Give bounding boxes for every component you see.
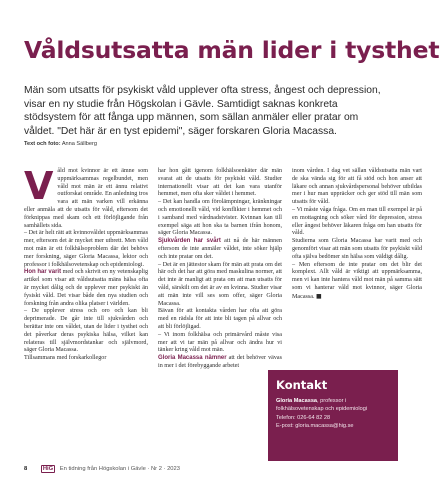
paragraph: Studierna som Gloria Macassa har varit med och genomfört visar att män som utsatts för psykiskt våld ofta själva bedömer sin hälsa som väldigt dålig. (292, 238, 422, 260)
column-3 (292, 168, 422, 302)
contact-name-line (276, 397, 394, 405)
lead-line: visar en ny studie från Högskolan i Gävle. Samtidigt saknas konkreta (24, 98, 338, 110)
column-1 (24, 164, 148, 363)
paragraph-text: – Men eftersom de inte pratar om det blir det komplext. Allt våld är viktigt att uppmärksamma, men vi kan inte hantera våld mot män på samma sätt som vi hanterar våld mot kvinnor, säger Gloria Macassa. (292, 261, 422, 300)
subheading: Hon har varit (24, 269, 62, 276)
paragraph-text: med och skrivit en ny vetenskaplig artikel som visar att våldsutsatta mäns hälsa ofta är mycket dålig och de upplever mer psykiskt än fysiskt våld. Det visar både den nya studien och forskning från andra olika platser i världen. (24, 269, 148, 307)
paragraph: inom vården. I dag vet sällan våldsutsatta män vart de ska vända sig för att få stöd och hon anser att läkare och annan sjukvårdspersonal behöver utbildas mer i hur man uppräcker och ger stöd till män som utsatts för våld. (292, 168, 422, 206)
subheading: Sjukvården har svårt (158, 238, 221, 245)
drop-cap: V (24, 164, 54, 208)
paragraph: – Det kan handla om förolämpningar, kränkningar och emotionellt våld, vid konflikter i hemmet och i samband med vårdnadstvister. Kvinnan kan till exempel säga att hon ska ta barnen ifrån honom, säger Gloria Macassa. (158, 199, 282, 237)
page-footer (24, 466, 180, 472)
footer-text: En tidning från Högskolan i Gävle · Nr 2 · 2023 (59, 466, 180, 472)
byline (24, 141, 97, 147)
contact-email[interactable]: E-post: gloria.macassa@hig.se (276, 423, 354, 430)
paragraph: Bävan för att kontakta vården har ofta att göra med en rädsla för att inte bli tagen på allvar och att bli förlöjligad. (158, 308, 282, 330)
contact-dept: folkhälsovetenskap och epidemiologi (276, 406, 368, 413)
end-mark-icon: ■ (316, 292, 322, 300)
paragraph-text: att det behöver vävas in mer i det förebyggande arbetet (158, 355, 282, 369)
lead-line: våldet. "Det här är en tyst epidemi", säger forskaren Gloria Macassa. (24, 125, 337, 137)
paragraph: – Vi inom folkhälsa och primärvård måste visa mer att vi tar män på allvar och ändra hur vi tänker kring våld mot män. (158, 331, 282, 354)
paragraph (24, 269, 148, 308)
contact-details (276, 397, 394, 431)
paragraph (158, 355, 282, 371)
hig-logo: HiG (42, 466, 54, 472)
contact-box (268, 370, 398, 461)
lead-line: Män som utsatts för psykiskt våld upplever ofta stress, ångest och depression, (24, 85, 381, 96)
byline-name: Anna Sällberg (61, 141, 97, 147)
contact-role: , professor i (317, 398, 347, 404)
paragraph-text: att nå de här männen eftersom de inte anmäler våldet, inte söker hjälp och inte pratar om det. (158, 238, 282, 260)
paragraph: – Vi måste våga fråga. Om en man till exempel är på en mottagning och söker vård för depression, stress eller ångest behöver läkaren fråga om han utsatts för våld. (292, 206, 422, 237)
article-lead (24, 84, 424, 138)
paragraph: Tillsammans med forskarkollegor (24, 355, 107, 362)
paragraph (158, 238, 282, 261)
byline-label: Text och foto: (24, 141, 61, 147)
paragraph: – Det är helt rätt att kvinnovåldet uppmärksammas mer, eftersom det är mycket mer utbrett. Men våld mot män är ett folkhälsoproblem där det behövs mer forskning, säger Gloria Macassa, lektor och professor i folkhälsovetenskap och epidemiologi. (24, 230, 148, 268)
lead-line: stödsystem för att fånga upp männen, som sällan anmäler eller pratar om (24, 112, 359, 124)
paragraph: åld mot kvinnor är ett ämne som uppmärksammas regelbundet, men våld mot män är ett ännu relativt outforskat område. En anledning tros vara att män varken vill erkänna eller anmäla att de utsatts för våld, eftersom det förknippas med skam och ett förlöjligande från samhällets sida. (24, 168, 148, 229)
page-number: 8 (24, 466, 28, 472)
paragraph: – De upplever stress och oro och kan bli deprimerade. De går inte till sjukvården och berättar inte om våldet, utan de lider i tysthet och det påverkar deras psykiska hälsa, vilket kan relateras till självmordstankar och självmord, säger Gloria Macassa. (24, 308, 148, 354)
paragraph: – Det är en jättestor skam för män att prata om det här och det har att göra med maskulina normer, att det inte är manligt att prata om att man utsatts för våld, särskilt om det är av en kvinna. Studier visar att män inte vill ses som offer, säger Gloria Macassa. (158, 261, 282, 307)
paragraph (292, 262, 422, 302)
contact-name: Gloria Macassa (276, 398, 318, 404)
subheading: Gloria Macassa nämner (158, 355, 227, 362)
contact-phone[interactable]: Telefon: 026-64 82 28 (276, 414, 331, 421)
paragraph: har hon gått igenom folkhälsoenkäter där män svarat att de utsatts för psykiskt våld. Studier internationellt visar att det kan vara utanför hemmet, men ofta sker våldet i hemmet. (158, 168, 282, 198)
article-title: Våldsutsatta män lider i tysthet (24, 36, 440, 64)
contact-title: Kontakt (276, 378, 328, 392)
column-2 (158, 168, 282, 371)
